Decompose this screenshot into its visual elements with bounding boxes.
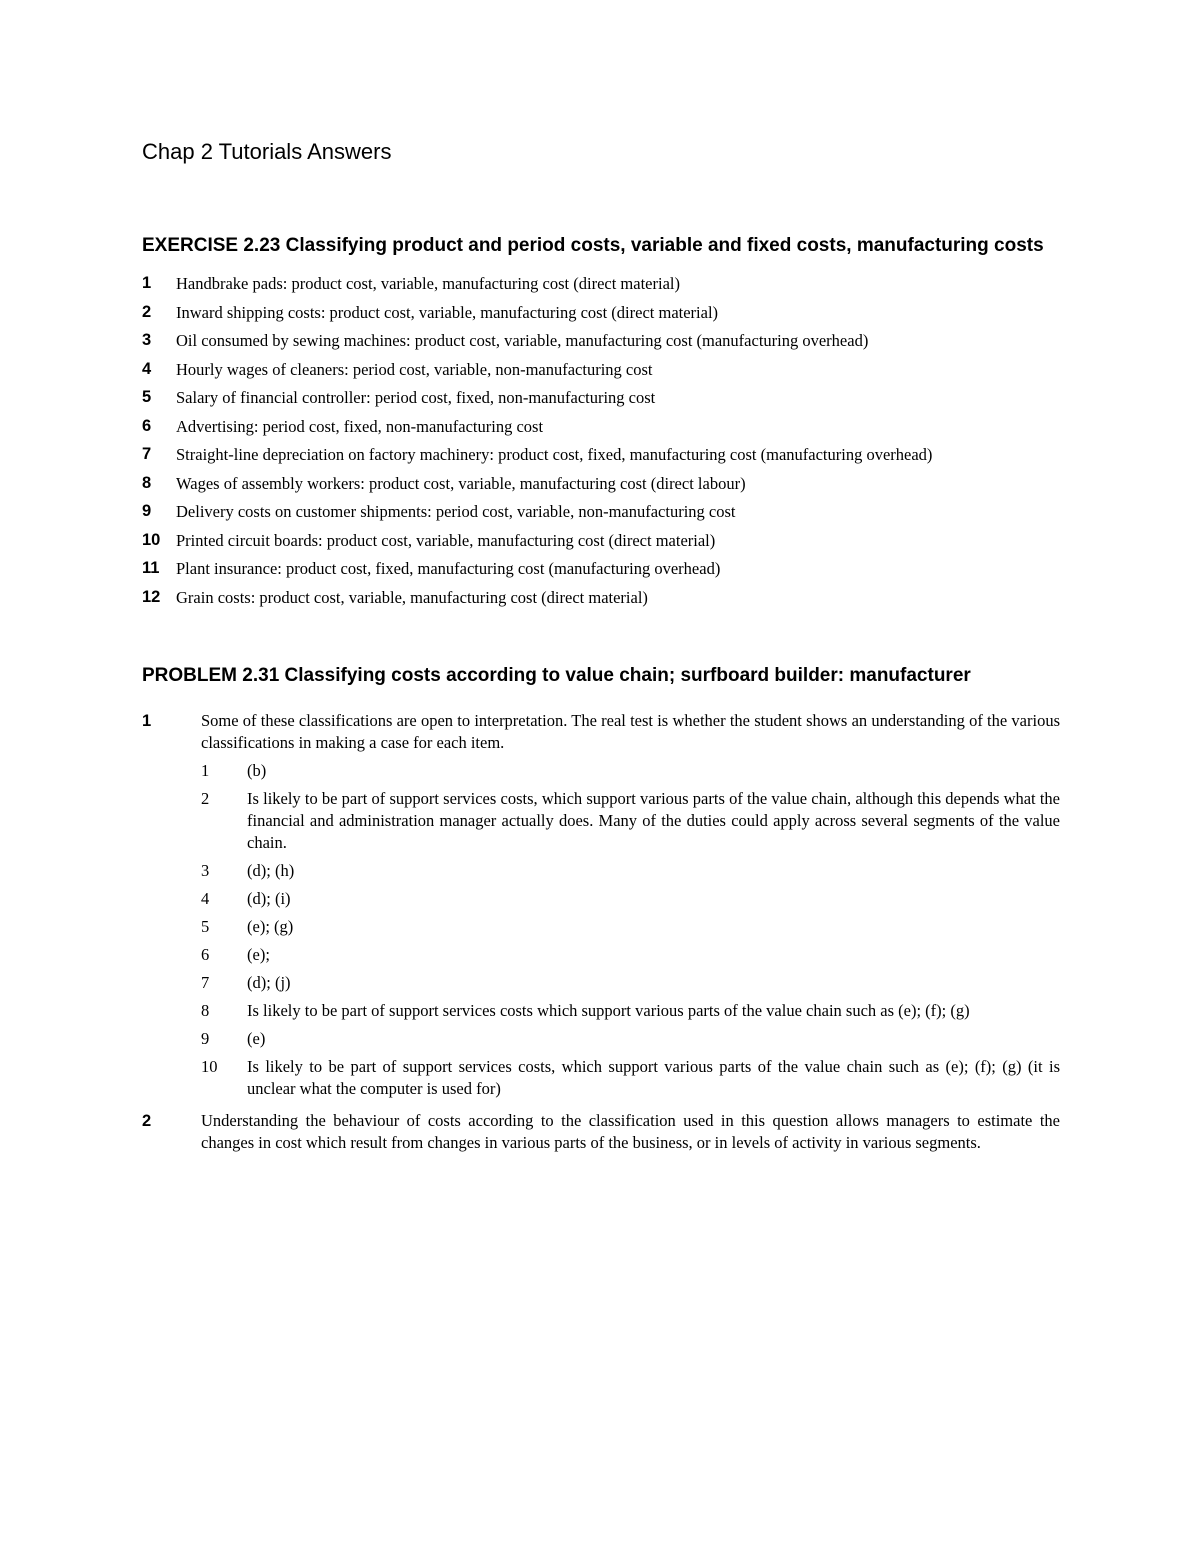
sub-answer-item bbox=[201, 972, 1060, 994]
item-text: Printed circuit boards: product cost, variable, manufacturing cost (direct material) bbox=[176, 530, 716, 550]
sub-answer-list bbox=[201, 760, 1060, 1100]
sub-answer-item bbox=[201, 860, 1060, 882]
item-text: Salary of financial controller: period cost, fixed, non-manufacturing cost bbox=[176, 388, 656, 407]
problem-part bbox=[142, 710, 1060, 1106]
item-text: Handbrake pads: product cost, variable, manufacturing cost (direct material) bbox=[176, 274, 680, 293]
item-number: 5 bbox=[142, 388, 152, 406]
exercise-answer-item bbox=[142, 501, 1060, 522]
part-body bbox=[201, 710, 1060, 1106]
sub-answer-item bbox=[201, 1028, 1060, 1050]
problem-heading: PROBLEM 2.31 Classifying costs according to value chain; surfboard builder: manufacturer bbox=[142, 664, 971, 686]
sub-item-text: Is likely to be part of support services costs, which support various parts of the value chain such as (e); (f); (g) (it is unclear what the computer is used for) bbox=[247, 1056, 1060, 1098]
item-number: 4 bbox=[142, 359, 152, 378]
sub-item-number: 10 bbox=[201, 1056, 218, 1076]
part-number: 1 bbox=[142, 711, 152, 730]
exercise-answer-item bbox=[142, 416, 1060, 437]
item-number: 10 bbox=[142, 530, 161, 549]
item-text: Oil consumed by sewing machines: product cost, variable, manufacturing cost (manufacturing overhead) bbox=[176, 331, 869, 350]
item-text: Hourly wages of cleaners: period cost, variable, non-manufacturing cost bbox=[176, 359, 653, 379]
exercise-heading: EXERCISE 2.23 Classifying product and period costs, variable and fixed costs, manufacturing costs bbox=[142, 235, 1044, 256]
sub-answer-item bbox=[201, 1000, 1060, 1022]
sub-item-number: 7 bbox=[201, 972, 210, 992]
sub-answer-item bbox=[201, 1056, 1060, 1100]
exercise-answer-item bbox=[142, 473, 1060, 494]
item-number: 8 bbox=[142, 473, 152, 492]
item-text: Advertising: period cost, fixed, non-manufacturing cost bbox=[176, 416, 544, 436]
item-number: 6 bbox=[142, 416, 152, 435]
exercise-answer-item bbox=[142, 273, 1060, 294]
exercise-answer-item bbox=[142, 387, 1060, 408]
exercise-answer-item bbox=[142, 587, 1060, 608]
item-text: Grain costs: product cost, variable, manufacturing cost (direct material) bbox=[176, 587, 648, 607]
exercise-answer-item bbox=[142, 330, 1060, 351]
sub-item-number: 4 bbox=[201, 888, 210, 908]
part-text: Understanding the behaviour of costs according to the classification used in this question allows managers to estimate the changes in cost which result from changes in various parts of the business, or in levels of activity in various segments. bbox=[201, 1110, 1060, 1152]
item-number: 11 bbox=[142, 559, 160, 577]
exercise-answer-list bbox=[142, 273, 1060, 608]
sub-item-text: (e); bbox=[247, 944, 270, 964]
sub-item-text: (d); (j) bbox=[247, 972, 291, 992]
sub-item-text: Is likely to be part of support services costs which support various parts of the value chain such as (e); (f); (g) bbox=[247, 1000, 970, 1020]
item-number: 2 bbox=[142, 302, 152, 321]
exercise-answer-item bbox=[142, 530, 1060, 551]
sub-answer-item bbox=[201, 944, 1060, 966]
item-text: Inward shipping costs: product cost, variable, manufacturing cost (direct material) bbox=[176, 302, 719, 322]
item-number: 9 bbox=[142, 502, 152, 520]
sub-answer-item bbox=[201, 916, 1060, 938]
sub-answer-item bbox=[201, 888, 1060, 910]
sub-item-number: 3 bbox=[201, 860, 210, 880]
sub-item-text: (e); (g) bbox=[247, 916, 294, 936]
sub-item-text: (d); (h) bbox=[247, 860, 295, 880]
item-number: 12 bbox=[142, 587, 161, 606]
sub-item-number: 8 bbox=[201, 1000, 210, 1020]
sub-answer-item bbox=[201, 760, 1060, 782]
exercise-answer-item bbox=[142, 359, 1060, 380]
sub-item-number: 6 bbox=[201, 944, 210, 964]
sub-item-number: 9 bbox=[201, 1028, 210, 1048]
sub-item-text: Is likely to be part of support services costs, which support various parts of the value chain, although this depends what the financial and administration manager actually does. Many of the duties could apply across several segments of the value chain. bbox=[247, 788, 1060, 852]
item-text: Wages of assembly workers: product cost, variable, manufacturing cost (direct labour) bbox=[176, 473, 746, 493]
sub-item-number: 2 bbox=[201, 788, 210, 808]
item-text: Plant insurance: product cost, fixed, manufacturing cost (manufacturing overhead) bbox=[176, 559, 721, 578]
item-text: Straight-line depreciation on factory machinery: product cost, fixed, manufacturing cost (manufacturing overhead) bbox=[176, 445, 933, 464]
problem-part bbox=[142, 1110, 1060, 1154]
exercise-answer-item bbox=[142, 302, 1060, 323]
sub-item-number: 1 bbox=[201, 760, 210, 780]
sub-item-text: (b) bbox=[247, 760, 267, 780]
part-body bbox=[201, 1110, 1060, 1154]
sub-item-number: 5 bbox=[201, 916, 210, 936]
item-number: 3 bbox=[142, 331, 152, 349]
sub-item-text: (d); (i) bbox=[247, 888, 291, 908]
sub-answer-item bbox=[201, 788, 1060, 854]
document-page bbox=[142, 138, 1060, 1154]
document-title: Chap 2 Tutorials Answers bbox=[142, 139, 392, 164]
exercise-answer-item bbox=[142, 444, 1060, 465]
problem-answer-list bbox=[142, 710, 1060, 1154]
part-text: Some of these classifications are open to interpretation. The real test is whether the student shows an understanding of the various classifications in making a case for each item. bbox=[201, 710, 1060, 752]
part-number: 2 bbox=[142, 1111, 152, 1130]
sub-item-text: (e) bbox=[247, 1028, 266, 1048]
item-number: 1 bbox=[142, 274, 152, 292]
item-number: 7 bbox=[142, 445, 152, 463]
exercise-answer-item bbox=[142, 558, 1060, 579]
item-text: Delivery costs on customer shipments: period cost, variable, non-manufacturing cost bbox=[176, 502, 736, 521]
